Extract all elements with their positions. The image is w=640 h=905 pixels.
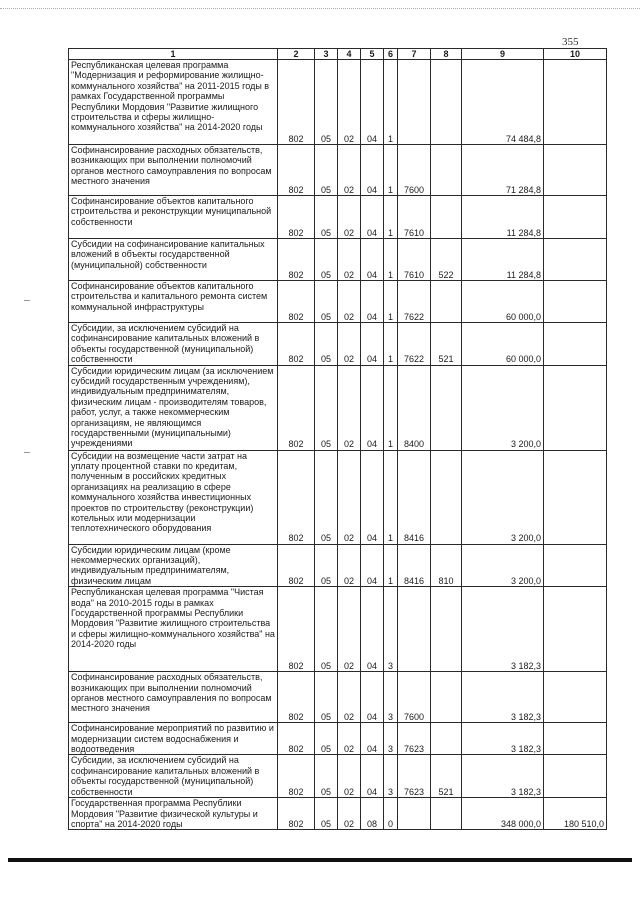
amount-cell-9: 74 484,8 (462, 60, 544, 145)
code-cell-8 (431, 587, 462, 672)
amount-cell-10 (544, 60, 607, 145)
code-cell-2: 802 (278, 145, 315, 196)
code-cell-7 (398, 587, 431, 672)
row-name-cell: Софинансирование объектов капитального строительства и реконструкции муниципальной собственности (69, 196, 278, 239)
code-cell-4: 02 (338, 544, 361, 587)
code-cell-7: 7623 (398, 723, 431, 755)
code-cell-2: 802 (278, 798, 315, 830)
amount-cell-10: 180 510,0 (544, 798, 607, 830)
code-cell-3: 05 (315, 239, 338, 281)
code-cell-5: 04 (361, 196, 384, 239)
amount-cell-9: 3 200,0 (462, 365, 544, 450)
amount-cell-10 (544, 544, 607, 587)
header-cell: 4 (338, 49, 361, 60)
code-cell-6: 1 (384, 450, 398, 544)
row-name-cell: Софинансирование расходных обязательств, возникающих при выполнении полномочий органов местного самоуправления по вопросам местного значения (69, 145, 278, 196)
margin-mark (24, 452, 30, 453)
code-cell-4: 02 (338, 755, 361, 798)
table-row (69, 60, 607, 145)
margin-mark (24, 300, 30, 301)
code-cell-4: 02 (338, 672, 361, 723)
row-name-cell: Софинансирование расходных обязательств, возникающих при выполнении полномочий органов местного самоуправления по вопросам местного значения (69, 672, 278, 723)
code-cell-6: 1 (384, 365, 398, 450)
code-cell-6: 1 (384, 145, 398, 196)
amount-cell-10 (544, 723, 607, 755)
table-row (69, 145, 607, 196)
code-cell-2: 802 (278, 323, 315, 366)
code-cell-2: 802 (278, 544, 315, 587)
code-cell-5: 04 (361, 544, 384, 587)
code-cell-3: 05 (315, 672, 338, 723)
code-cell-8 (431, 196, 462, 239)
header-cell: 3 (315, 49, 338, 60)
row-name-cell: Субсидии юридическим лицам (за исключением субсидий государственным учреждениям), индивидуальным предпринимателям, физическим лицам - производителям товаров, работ, услуг, а также некоммерческим организациям, не являющимся государственными (муниципальными) учреждениями (69, 365, 278, 450)
code-cell-4: 02 (338, 450, 361, 544)
amount-cell-10 (544, 672, 607, 723)
code-cell-5: 04 (361, 60, 384, 145)
header-cell: 8 (431, 49, 462, 60)
amount-cell-10 (544, 587, 607, 672)
code-cell-3: 05 (315, 798, 338, 830)
table-row (69, 798, 607, 830)
amount-cell-9: 60 000,0 (462, 323, 544, 366)
code-cell-6: 1 (384, 544, 398, 587)
budget-table (68, 48, 607, 830)
code-cell-3: 05 (315, 755, 338, 798)
code-cell-8 (431, 672, 462, 723)
code-cell-7: 8416 (398, 450, 431, 544)
code-cell-8: 521 (431, 323, 462, 366)
code-cell-3: 05 (315, 450, 338, 544)
row-name-cell: Республиканская целевая программа "Чистая вода" на 2010-2015 годы в рамках Государственной программы Республики Мордовия "Развитие жилищного строительства и сферы жилищно-коммунального хозяйства" на 2014-2020 годы (69, 587, 278, 672)
code-cell-5: 04 (361, 281, 384, 323)
code-cell-2: 802 (278, 281, 315, 323)
code-cell-2: 802 (278, 755, 315, 798)
code-cell-6: 3 (384, 587, 398, 672)
code-cell-6: 1 (384, 281, 398, 323)
table-row (69, 196, 607, 239)
code-cell-5: 04 (361, 723, 384, 755)
code-cell-8: 810 (431, 544, 462, 587)
amount-cell-10 (544, 323, 607, 366)
code-cell-7: 7610 (398, 196, 431, 239)
code-cell-2: 802 (278, 196, 315, 239)
code-cell-4: 02 (338, 365, 361, 450)
code-cell-8 (431, 145, 462, 196)
amount-cell-10 (544, 755, 607, 798)
code-cell-2: 802 (278, 365, 315, 450)
code-cell-4: 02 (338, 239, 361, 281)
code-cell-4: 02 (338, 323, 361, 366)
code-cell-2: 802 (278, 672, 315, 723)
row-name-cell: Государственная программа Республики Мордовия "Развитие физической культуры и спорта" на 2014-2020 годы (69, 798, 278, 830)
amount-cell-10 (544, 145, 607, 196)
row-name-cell: Софинансирование мероприятий по развитию и модернизации систем водоснабжения и водоотведения (69, 723, 278, 755)
amount-cell-9: 3 182,3 (462, 587, 544, 672)
code-cell-3: 05 (315, 544, 338, 587)
header-cell: 5 (361, 49, 384, 60)
code-cell-2: 802 (278, 723, 315, 755)
code-cell-5: 04 (361, 587, 384, 672)
code-cell-6: 0 (384, 798, 398, 830)
amount-cell-9: 3 200,0 (462, 544, 544, 587)
table-row (69, 365, 607, 450)
code-cell-7: 8400 (398, 365, 431, 450)
header-cell: 1 (69, 49, 278, 60)
code-cell-5: 08 (361, 798, 384, 830)
code-cell-3: 05 (315, 281, 338, 323)
code-cell-2: 802 (278, 239, 315, 281)
code-cell-2: 802 (278, 450, 315, 544)
amount-cell-9: 60 000,0 (462, 281, 544, 323)
amount-cell-9: 3 182,3 (462, 755, 544, 798)
amount-cell-9: 3 182,3 (462, 723, 544, 755)
amount-cell-9: 3 182,3 (462, 672, 544, 723)
code-cell-7: 7623 (398, 755, 431, 798)
header-cell: 2 (278, 49, 315, 60)
code-cell-5: 04 (361, 323, 384, 366)
code-cell-7: 7622 (398, 323, 431, 366)
code-cell-6: 1 (384, 239, 398, 281)
code-cell-8 (431, 281, 462, 323)
code-cell-8: 522 (431, 239, 462, 281)
code-cell-6: 1 (384, 196, 398, 239)
code-cell-6: 3 (384, 672, 398, 723)
code-cell-2: 802 (278, 60, 315, 145)
header-cell: 7 (398, 49, 431, 60)
row-name-cell: Субсидии юридическим лицам (кроме некоммерческих организаций), индивидуальным предпринимателям, физическим лицам (69, 544, 278, 587)
header-cell: 9 (462, 49, 544, 60)
header-cell: 10 (544, 49, 607, 60)
code-cell-4: 02 (338, 145, 361, 196)
code-cell-3: 05 (315, 60, 338, 145)
code-cell-7: 7622 (398, 281, 431, 323)
code-cell-6: 3 (384, 755, 398, 798)
amount-cell-9: 11 284,8 (462, 196, 544, 239)
code-cell-8 (431, 450, 462, 544)
code-cell-3: 05 (315, 323, 338, 366)
code-cell-8 (431, 365, 462, 450)
row-name-cell: Субсидии на возмещение части затрат на уплату процентной ставки по кредитам, полученным в российских кредитных организациях на реализацию в сфере коммунального хозяйства инвестиционных проектов по строительству (реконструкции) котельных или модернизации теплотехнического оборудования (69, 450, 278, 544)
code-cell-8 (431, 723, 462, 755)
page-number: 355 (562, 36, 579, 48)
table-row (69, 544, 607, 587)
code-cell-8 (431, 798, 462, 830)
code-cell-8 (431, 60, 462, 145)
table-row (69, 239, 607, 281)
table-row (69, 587, 607, 672)
code-cell-4: 02 (338, 60, 361, 145)
code-cell-5: 04 (361, 365, 384, 450)
amount-cell-9: 71 284,8 (462, 145, 544, 196)
amount-cell-10 (544, 196, 607, 239)
scan-top-rule (0, 8, 640, 9)
code-cell-4: 02 (338, 798, 361, 830)
code-cell-4: 02 (338, 587, 361, 672)
row-name-cell: Субсидии на софинансирование капитальных вложений в объекты государственной (муниципальной) собственности (69, 239, 278, 281)
code-cell-7 (398, 798, 431, 830)
code-cell-7 (398, 60, 431, 145)
code-cell-4: 02 (338, 196, 361, 239)
code-cell-5: 04 (361, 145, 384, 196)
table-row (69, 281, 607, 323)
amount-cell-10 (544, 450, 607, 544)
amount-cell-9: 3 200,0 (462, 450, 544, 544)
amount-cell-10 (544, 365, 607, 450)
code-cell-3: 05 (315, 365, 338, 450)
amount-cell-9: 348 000,0 (462, 798, 544, 830)
code-cell-7: 7600 (398, 672, 431, 723)
code-cell-2: 802 (278, 587, 315, 672)
amount-cell-10 (544, 239, 607, 281)
code-cell-7: 7600 (398, 145, 431, 196)
code-cell-8: 521 (431, 755, 462, 798)
code-cell-4: 02 (338, 723, 361, 755)
table-row (69, 450, 607, 544)
row-name-cell: Республиканская целевая программа "Модернизация и реформирование жилищно-коммунального хозяйства" на 2011-2015 годы в рамках Государственной программы Республики Мордовия "Развитие жилищного строительства и сферы жилищно-коммунального хозяйства" на 2014-2020 годы (69, 60, 278, 145)
row-name-cell: Софинансирование объектов капитального строительства и капитального ремонта систем коммунальной инфраструктуры (69, 281, 278, 323)
table-header-row (69, 49, 607, 60)
amount-cell-9: 11 284,8 (462, 239, 544, 281)
code-cell-6: 1 (384, 323, 398, 366)
code-cell-4: 02 (338, 281, 361, 323)
header-cell: 6 (384, 49, 398, 60)
code-cell-5: 04 (361, 672, 384, 723)
code-cell-5: 04 (361, 755, 384, 798)
amount-cell-10 (544, 281, 607, 323)
code-cell-6: 3 (384, 723, 398, 755)
code-cell-7: 7610 (398, 239, 431, 281)
code-cell-5: 04 (361, 239, 384, 281)
row-name-cell: Субсидии, за исключением субсидий на софинансирование капитальных вложений в объекты государственной (муниципальной) собственности (69, 323, 278, 366)
table-row (69, 323, 607, 366)
code-cell-3: 05 (315, 723, 338, 755)
code-cell-3: 05 (315, 145, 338, 196)
code-cell-3: 05 (315, 587, 338, 672)
table-row (69, 672, 607, 723)
table-row (69, 723, 607, 755)
code-cell-3: 05 (315, 196, 338, 239)
code-cell-6: 1 (384, 60, 398, 145)
code-cell-7: 8416 (398, 544, 431, 587)
code-cell-5: 04 (361, 450, 384, 544)
row-name-cell: Субсидии, за исключением субсидий на софинансирование капитальных вложений в объекты государственной (муниципальной) собственности (69, 755, 278, 798)
scan-bottom-bar (8, 858, 632, 862)
table-row (69, 755, 607, 798)
